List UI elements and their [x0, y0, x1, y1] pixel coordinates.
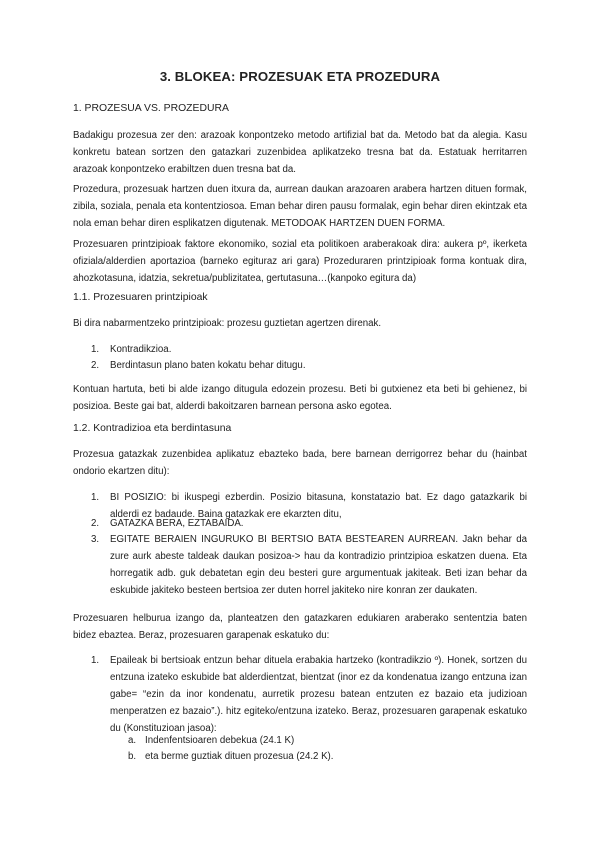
sublist-item-text: eta berme guztiak dituen prozesua (24.2 K). [145, 751, 334, 762]
paragraph-printzipioak: Prozesuaren printzipioak faktore ekonomiko, sozial eta politikoen araberakoak dira: aukera pº, ikerketa ofiziala/alderdien aportazioa (barneko egituraz ari gara) Prozeduraren printzipioak forma kontuak dira, ahozkotasuna, idatzia, sekretua/publizitatea, gertutasuna…(kanpoko egitura da) [73, 239, 527, 284]
sublist-item-letter: b. [128, 751, 137, 762]
paragraph-intro-1-2: Prozesua gatazkak zuzenbidea aplikatuz ebazteko bada, bere barnean derrigorrez behar du (hainbat ondorio ekartzen ditu): [73, 449, 527, 477]
list-item-number: 1. [91, 655, 100, 666]
list-item-number: 2. [91, 360, 100, 371]
list-item-number: 3. [91, 534, 100, 545]
list-item-text: BI POSIZIO: bi ikuspegi ezberdin. Posizio bitasuna, konstatazio bat. Ez dago gatazkarik bi alderdi ez badaude. Baina gatazkak ere ekarzten ditu, [110, 492, 527, 520]
section-heading-1-1: 1.1. Prozesuaren printzipioak [73, 292, 208, 303]
paragraph-prozesua: Badakigu prozesua zer den: arazoak konpontzeko metodo artifizial bat da. Metodo bat da alegia. Kasu konkretu batean sortzen den gatazkari zuzenbidea aplikatzeko tresna bat da. Estatuak herritarren arazoak konpontzeko erabiltzen duen tresna bat da. [73, 130, 527, 175]
page-title: 3. BLOKEA: PROZESUAK ETA PROZEDURA [159, 69, 441, 84]
list-item-text: EGITATE BERAIEN INGURUKO BI BERTSIO BATA BESTEAREN AURREAN. Jakn behar da zure aurk abeste taldeak daukan posizoa-> hau da kontradizio printzipioa eskatzen duena. Eta horregatik adb. guk debatetan egin deu besteri gure argumentuak jakiteak. Beti izan behar da eskubide jakiteko besteen bertsioa zer duten horrel jakiteko nire konran zer daukaten. [110, 534, 527, 596]
list-item-text: Epaileak bi bertsioak entzun behar dituela erabakia hartzeko (kontradikzio º). Honek, sortzen du entzuna izateko eskubide bat alderdientzat, bientzat (inor ez da kondenatua izango entzuna izan gabe= “ezin da inor kondenatu, aurretik prozesu batean entzuten ez bazaio eta judizioan menperatzen ez bazaio”.). hitz egiteko/entzuna izateko. Beraz, prozesuaren garapenak eskatuko du (Konstituzioan jasoa): [110, 655, 527, 734]
sublist-item-text: Indenfentsioaren debekua (24.1 K) [145, 735, 295, 746]
paragraph-helburua: Prozesuaren helburua izango da, planteatzen den gatazkaren edukiaren araberako sententzia baten bidez ebaztea. Beraz, prozesuaren garapenak eskatuko du: [73, 613, 527, 641]
section-heading-1: 1. PROZESUA VS. PROZEDURA [73, 103, 229, 114]
list-item-number: 1. [91, 492, 100, 503]
paragraph-intro-1-1: Bi dira nabarmentzeko printzipioak: prozesu guztietan agertzen direnak. [73, 318, 382, 329]
paragraph-prozedura: Prozedura, prozesuak hartzen duen itxura da, aurrean daukan arazoaren arabera hartzen dituen formak, zibila, soziala, penala eta kontentziosoa. Eman behar diren pausu formalak, egin behar diren ekintzak eta nola eman behar diren esplikatzen digutenak. METODOAK HARTZEN DUEN FORMA. [73, 184, 527, 229]
paragraph-after-1-1: Kontuan hartuta, beti bi alde izango ditugula edozein prozesu. Beti bi gutxienez eta beti bi gehienez, bi posizioa. Beste gai bat, alderdi bakoitzaren barnean persona asko egotea. [73, 384, 527, 412]
list-item-number: 1. [91, 344, 100, 355]
list-item-text: Kontradikzioa. [110, 344, 172, 355]
sublist-item-letter: a. [128, 735, 137, 746]
list-item-text: Berdintasun plano baten kokatu behar ditugu. [110, 360, 306, 371]
section-heading-1-2: 1.2. Kontradizioa eta berdintasuna [73, 423, 232, 434]
list-item-number: 2. [91, 518, 100, 529]
list-item-text: GATAZKA BERA, EZTABAIDA. [110, 518, 244, 529]
